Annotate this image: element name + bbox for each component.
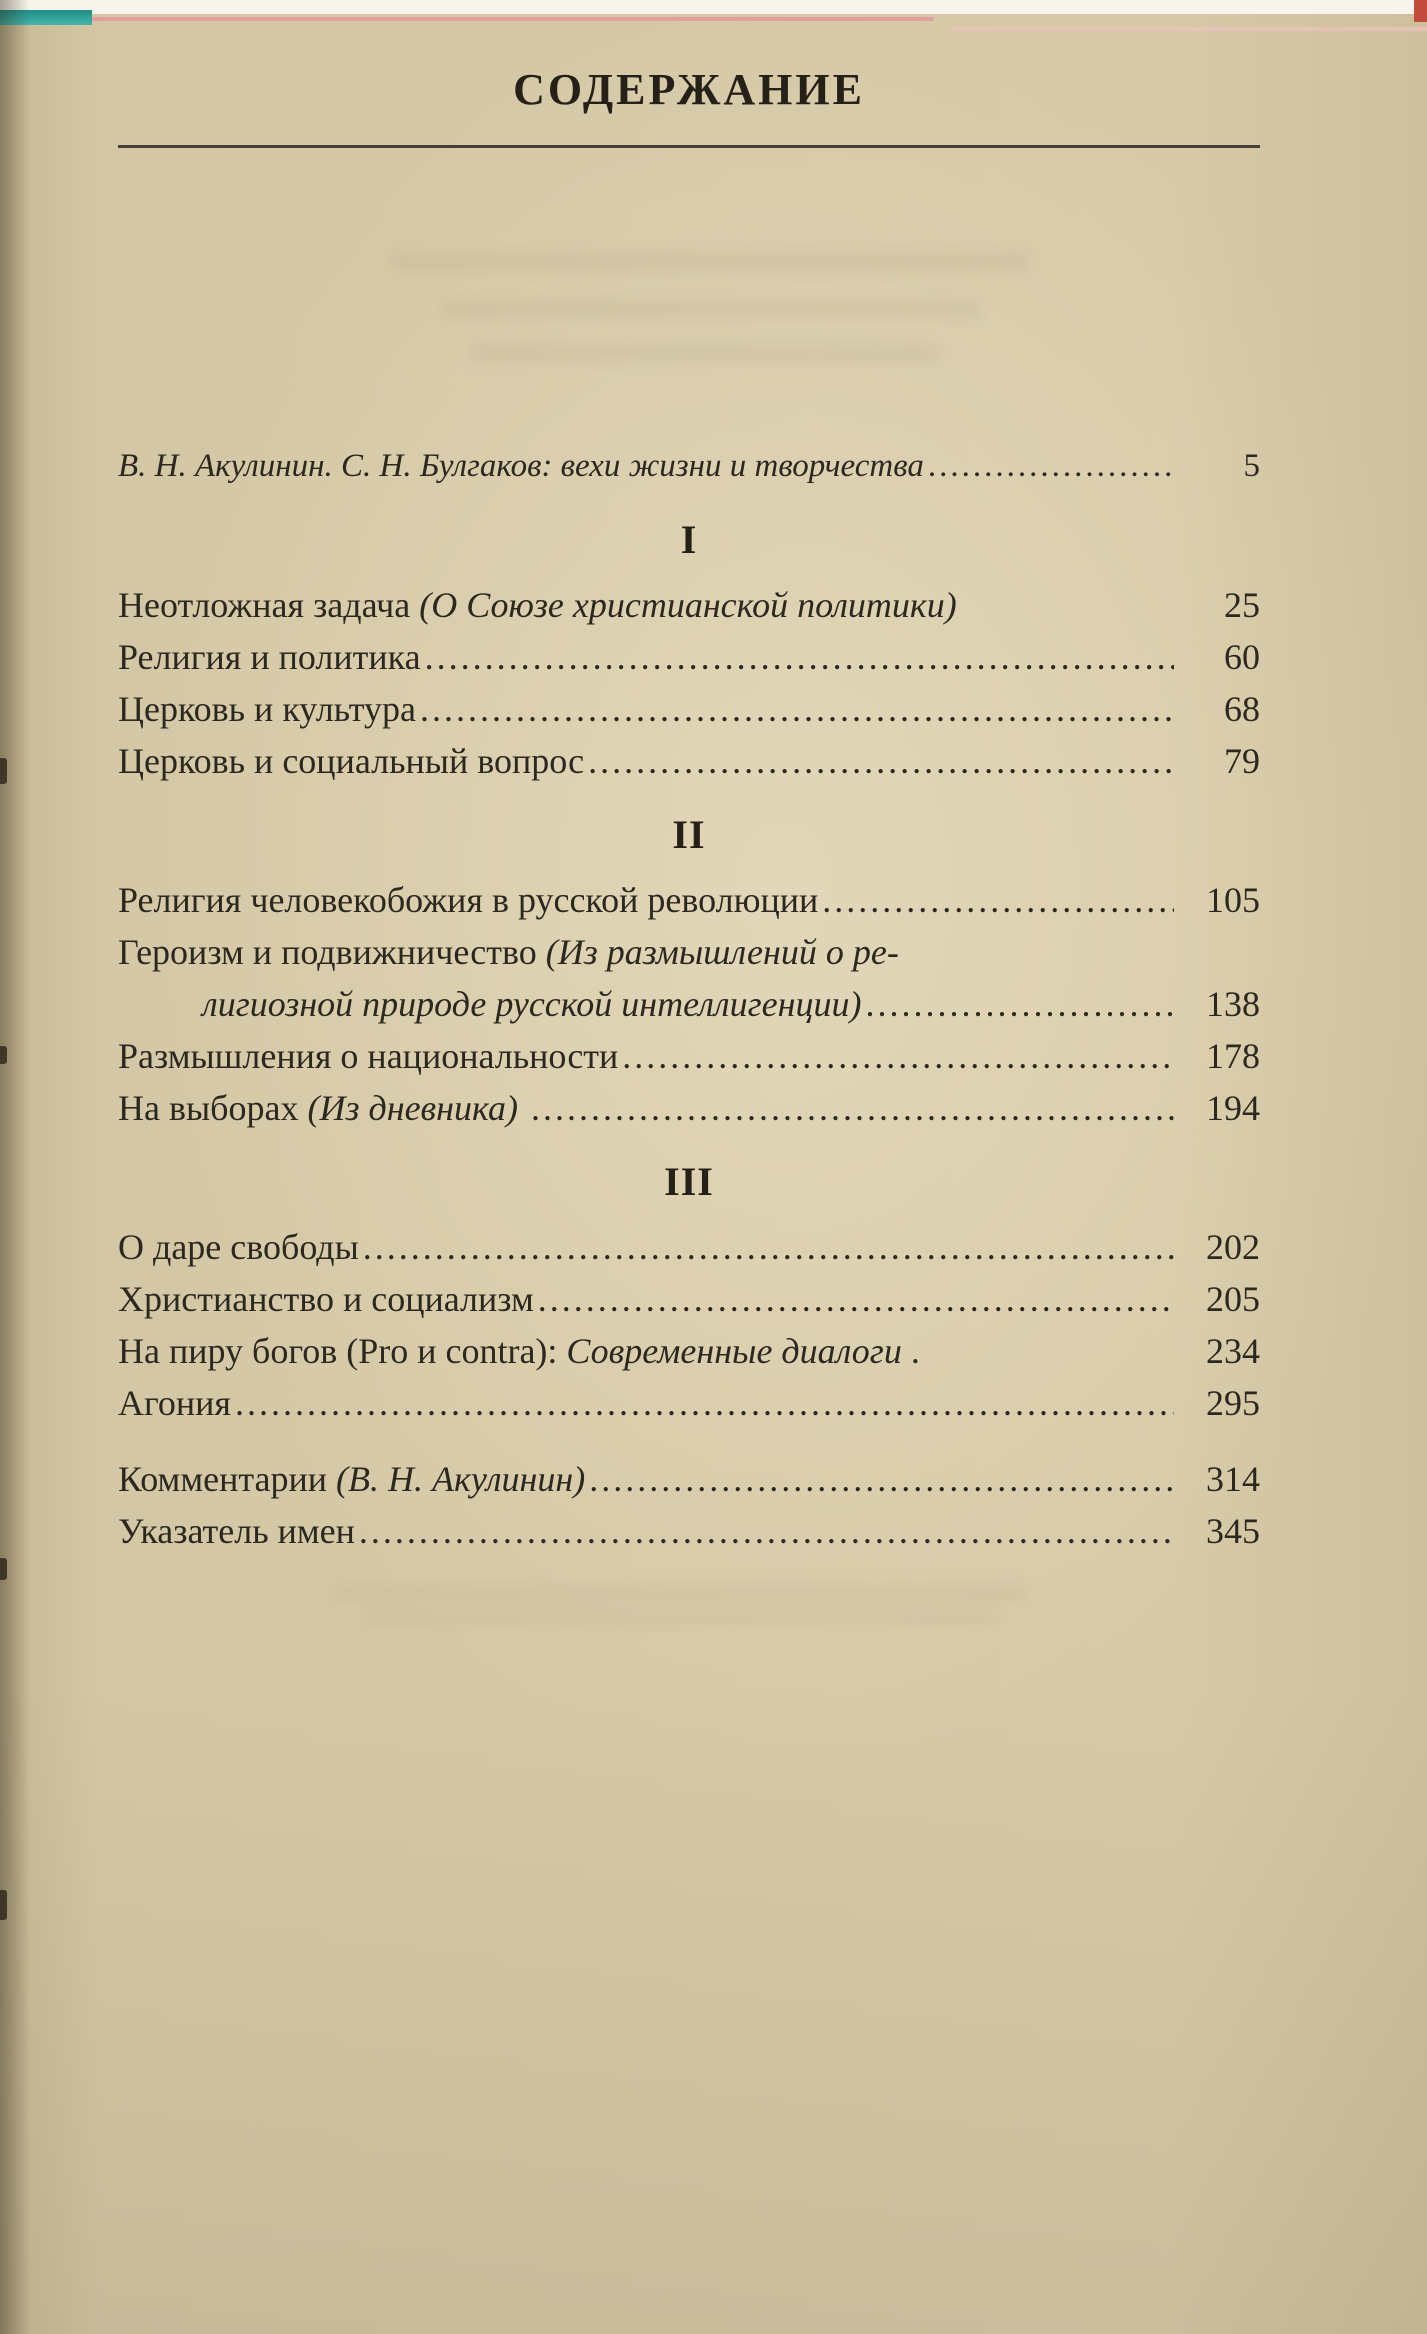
text-segment: На пиру богов (Pro и contra): (118, 1331, 567, 1371)
page-number: 138 (1206, 984, 1260, 1024)
section-heading: II (672, 812, 706, 857)
toc-entry (118, 1082, 1260, 1134)
title-rule (118, 145, 1260, 148)
page-number: 68 (1224, 689, 1260, 729)
toc-entry (118, 1325, 1260, 1377)
dot-leader (359, 1221, 1174, 1273)
entry-text (118, 1082, 527, 1134)
dot-leader (618, 1030, 1174, 1082)
toc-entry (118, 1273, 1260, 1325)
text-segment-italic: В. Н. Акулинин. С. Н. Булгаков: вехи жизни и творчества (118, 448, 924, 484)
dot-leader (924, 440, 1174, 492)
text-segment: Комментарии (118, 1459, 337, 1499)
text-segment-italic: лигиозной природе русской интеллигенции) (202, 984, 862, 1024)
page-number: 345 (1206, 1511, 1260, 1551)
dot-leader (355, 1505, 1174, 1557)
entry-text (118, 1221, 359, 1273)
text-segment: Неотложная задача (118, 585, 420, 625)
page-number: 178 (1206, 1036, 1260, 1076)
page-title: СОДЕРЖАНИЕ (513, 65, 865, 114)
text-segment: Размышления о национальности (118, 1036, 619, 1076)
dot-leader (585, 1453, 1174, 1505)
toc-entry (118, 1030, 1260, 1082)
text-segment: Религия человекобожия в русской революции (118, 880, 819, 920)
entry-text (118, 440, 924, 492)
text-segment: Религия и политика (118, 637, 421, 677)
text-segment-italic: (В. Н. Акулинин) (336, 1459, 586, 1499)
toc-entry (118, 735, 1260, 787)
entry-text (118, 874, 818, 926)
binding-mark (0, 1558, 7, 1580)
dot-leader (861, 978, 1174, 1030)
text-segment: Церковь и социальный вопрос (118, 741, 585, 781)
entry-text (118, 1325, 920, 1377)
page-number: 194 (1206, 1088, 1260, 1128)
dot-leader (421, 631, 1174, 683)
toc-entry (118, 579, 1260, 631)
table-of-contents (118, 440, 1260, 1557)
toc-entry (118, 1505, 1260, 1557)
entry-text (118, 631, 421, 683)
dot-leader (231, 1377, 1174, 1429)
dot-leader (584, 735, 1174, 787)
text-segment: Церковь и культура (118, 689, 416, 729)
dot-leader (534, 1273, 1174, 1325)
text-segment-italic: Современные диалоги (566, 1331, 902, 1371)
text-segment: На выборах (118, 1088, 308, 1128)
entry-text (118, 683, 416, 735)
toc-entry (118, 440, 1260, 492)
toc-entry (118, 1377, 1260, 1429)
text-segment-italic: (Из размышлений о ре- (545, 932, 899, 972)
toc-entry (118, 874, 1260, 926)
dot-leader (818, 874, 1174, 926)
entry-text (118, 1030, 618, 1082)
section-heading: III (664, 1159, 714, 1204)
page-showthrough (330, 1586, 1030, 1600)
page-number: 295 (1206, 1383, 1260, 1423)
dot-leader (416, 683, 1174, 735)
entry-text (118, 978, 861, 1030)
text-segment (518, 1088, 527, 1128)
page-number: 25 (1224, 585, 1260, 625)
page-number: 314 (1206, 1459, 1260, 1499)
entry-text (118, 1505, 355, 1557)
toc-entry (118, 1453, 1260, 1505)
toc-entry (118, 926, 1260, 978)
text-segment: Христианство и социализм (118, 1279, 534, 1319)
text-segment: Агония (118, 1383, 231, 1423)
binding-mark (0, 1890, 7, 1920)
text-segment: Героизм и подвижничество (118, 932, 546, 972)
page-number: 234 (1206, 1331, 1260, 1371)
section-heading: I (680, 517, 698, 562)
page-number: 202 (1206, 1227, 1260, 1267)
dot-leader (527, 1082, 1174, 1134)
toc-entry (118, 683, 1260, 735)
entry-text (118, 926, 899, 978)
text-segment: Указатель имен (118, 1511, 355, 1551)
text-segment-italic: (О Союзе христианской политики) (419, 585, 957, 625)
entry-text (118, 1273, 534, 1325)
text-segment: О даре свободы (118, 1227, 359, 1267)
page-number: 105 (1206, 880, 1260, 920)
toc-entry (118, 1221, 1260, 1273)
toc-entry (118, 631, 1260, 683)
text-segment-italic: (Из дневника) (307, 1088, 518, 1128)
text-segment: . (901, 1331, 920, 1371)
toc-entry (118, 978, 1260, 1030)
entry-text (118, 1453, 585, 1505)
page-showthrough (360, 1612, 1000, 1624)
page-number: 79 (1224, 741, 1260, 781)
entry-text (118, 579, 957, 631)
page-number: 205 (1206, 1279, 1260, 1319)
page-number: 5 (1243, 448, 1260, 484)
page-number: 60 (1224, 637, 1260, 677)
entry-text (118, 735, 584, 787)
entry-text (118, 1377, 231, 1429)
